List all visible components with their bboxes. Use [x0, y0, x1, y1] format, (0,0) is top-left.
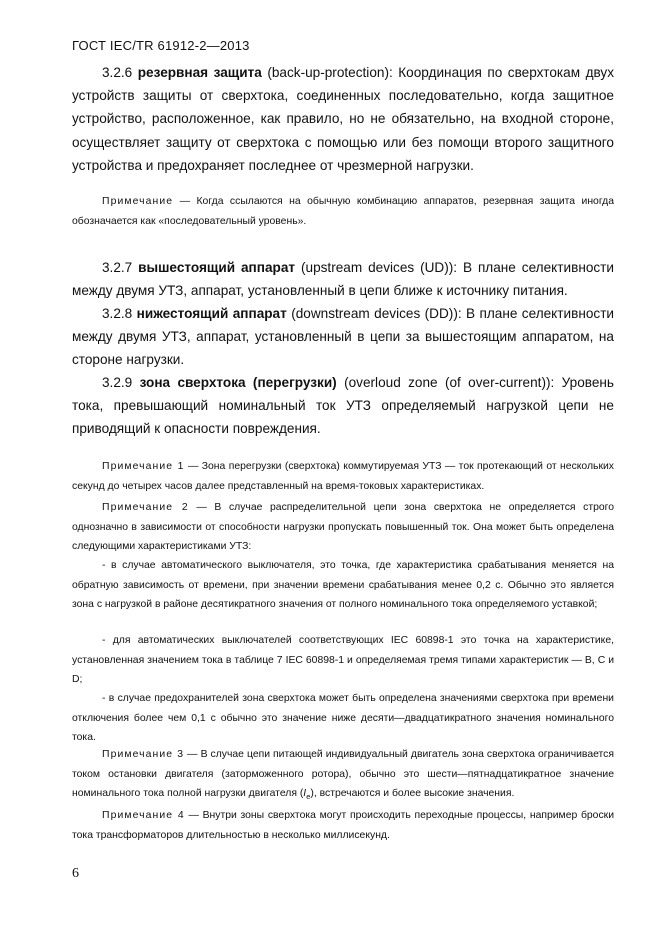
clause-text: (downstream devices (DD)): В плане селективности между двумя УТЗ, аппарат, установленный в цепи за вышестоящим аппаратом, на стороне нагрузки. — [72, 306, 615, 368]
clause-text: (back-up-protection): Координация по сверхтокам двух устройств защиты от сверхтока, соединенных последовательно, когда защитное устройство, расположенное, как правило, но не обязательно, на входной стороне, осуществляет защиту от сверхтока с помощью или без помощи второго защитного устройства и предохраняет последнее от чрезмерной нагрузки. — [72, 65, 615, 173]
note-text: — Когда ссылаются на обычную комбинацию аппаратов, резервная защита иногда обозначается как «последовательный уровень». — [72, 196, 614, 227]
clause-number: 3.2.6 — [102, 65, 133, 80]
clause-term: нижестоящий аппарат — [136, 306, 287, 321]
clause-term: зона сверхтока (перегрузки) — [139, 375, 337, 390]
note-label: Примечание 1 — [102, 461, 185, 472]
clause-3-2-6 — [72, 61, 614, 177]
note-label: Примечание 3 — [102, 749, 185, 760]
note-label: Примечание 2 — [102, 502, 189, 513]
clause-3-2-7 — [72, 256, 614, 302]
clause-number: 3.2.9 — [102, 375, 133, 390]
clause-term: резервная защита — [137, 65, 262, 80]
page-number: 6 — [72, 866, 79, 881]
note-text: — В случае распределительной цепи зона сверхтока не определяется строго однозначно в зависимости от способности нагрузки пропускать повышенный ток. Она может быть определена следующими характеристиками УТЗ: — [72, 502, 614, 552]
note-item-text: - для автоматических выключателей соответствующих IEC 60898-1 это точка на характеристике, установленная значением тока в таблице 7 IEC 60898-1 и определяемая тремя типами характеристик — В, С и D; — [72, 635, 614, 685]
clause-term: вышестоящий аппарат — [138, 260, 296, 275]
note-text: — Внутри зоны сверхтока могут происходить переходные процессы, например броски тока трансформаторов длительностью в несколько миллисекунд. — [72, 810, 614, 841]
note-text: — В случае цепи питающей индивидуальный двигатель зона сверхтока ограничивается током остановки двигателя (заторможенного ротора), обычно это шести—пятнадцатикратное значение номинального тока полной нагрузки двигателя ( — [72, 749, 614, 799]
note-4 — [72, 806, 614, 845]
note-text: — Зона перегрузки (сверхтока) коммутируемая УТЗ — ток протекающий от нескольких секунд до четырех часов далее представленный на время-токовых характеристиках. — [72, 461, 615, 492]
note-item-text: - в случае предохранителей зона сверхтока может быть определена значениями сверхтока при времени отключения более чем 0,1 с обычно это значение ниже десяти—двадцатикратного значения номинального тока. — [72, 693, 614, 743]
clause-3-2-8 — [72, 302, 614, 372]
note-2-item-iec60898 — [72, 631, 614, 690]
clause-3-2-9 — [72, 371, 614, 441]
clause-text: (upstream devices (UD)): В плане селективности между двумя УТЗ, аппарат, установленный в цепи ближе к источнику питания. — [72, 260, 614, 299]
clause-number: 3.2.8 — [102, 306, 133, 321]
clause-text: (overloud zone (of over-current)): Уровень тока, превышающий номинальный ток УТЗ определяемый нагрузкой цепи не приводящий к опасности повреждения. — [72, 375, 614, 437]
note-2-item-fuses — [72, 689, 614, 748]
note-3 — [72, 745, 614, 807]
note-label: Примечание 4 — [102, 810, 185, 821]
note-label: Примечание — [102, 196, 174, 207]
note-item-text: - в случае автоматического выключателя, это точка, где характеристика срабатывания меняется на обратную зависимость от времени, при значении времени срабатывания менее 0,2 с. Обычно это является зона с нагрузкой в районе десятикратного значения от полного номинального тока определяемого уставкой; — [72, 560, 614, 610]
clause-number: 3.2.7 — [102, 260, 133, 275]
note-1 — [72, 457, 614, 496]
note-2 — [72, 498, 614, 557]
current-symbol-subscript: e — [306, 792, 311, 802]
document-header: ГОСТ IEC/TR 61912-2—2013 — [72, 38, 250, 53]
current-symbol: I — [303, 788, 307, 799]
note-text-end: ), встречаются и более высокие значения. — [310, 788, 515, 799]
note-2-item-breaker — [72, 556, 614, 615]
note-3-2-6 — [72, 192, 614, 231]
